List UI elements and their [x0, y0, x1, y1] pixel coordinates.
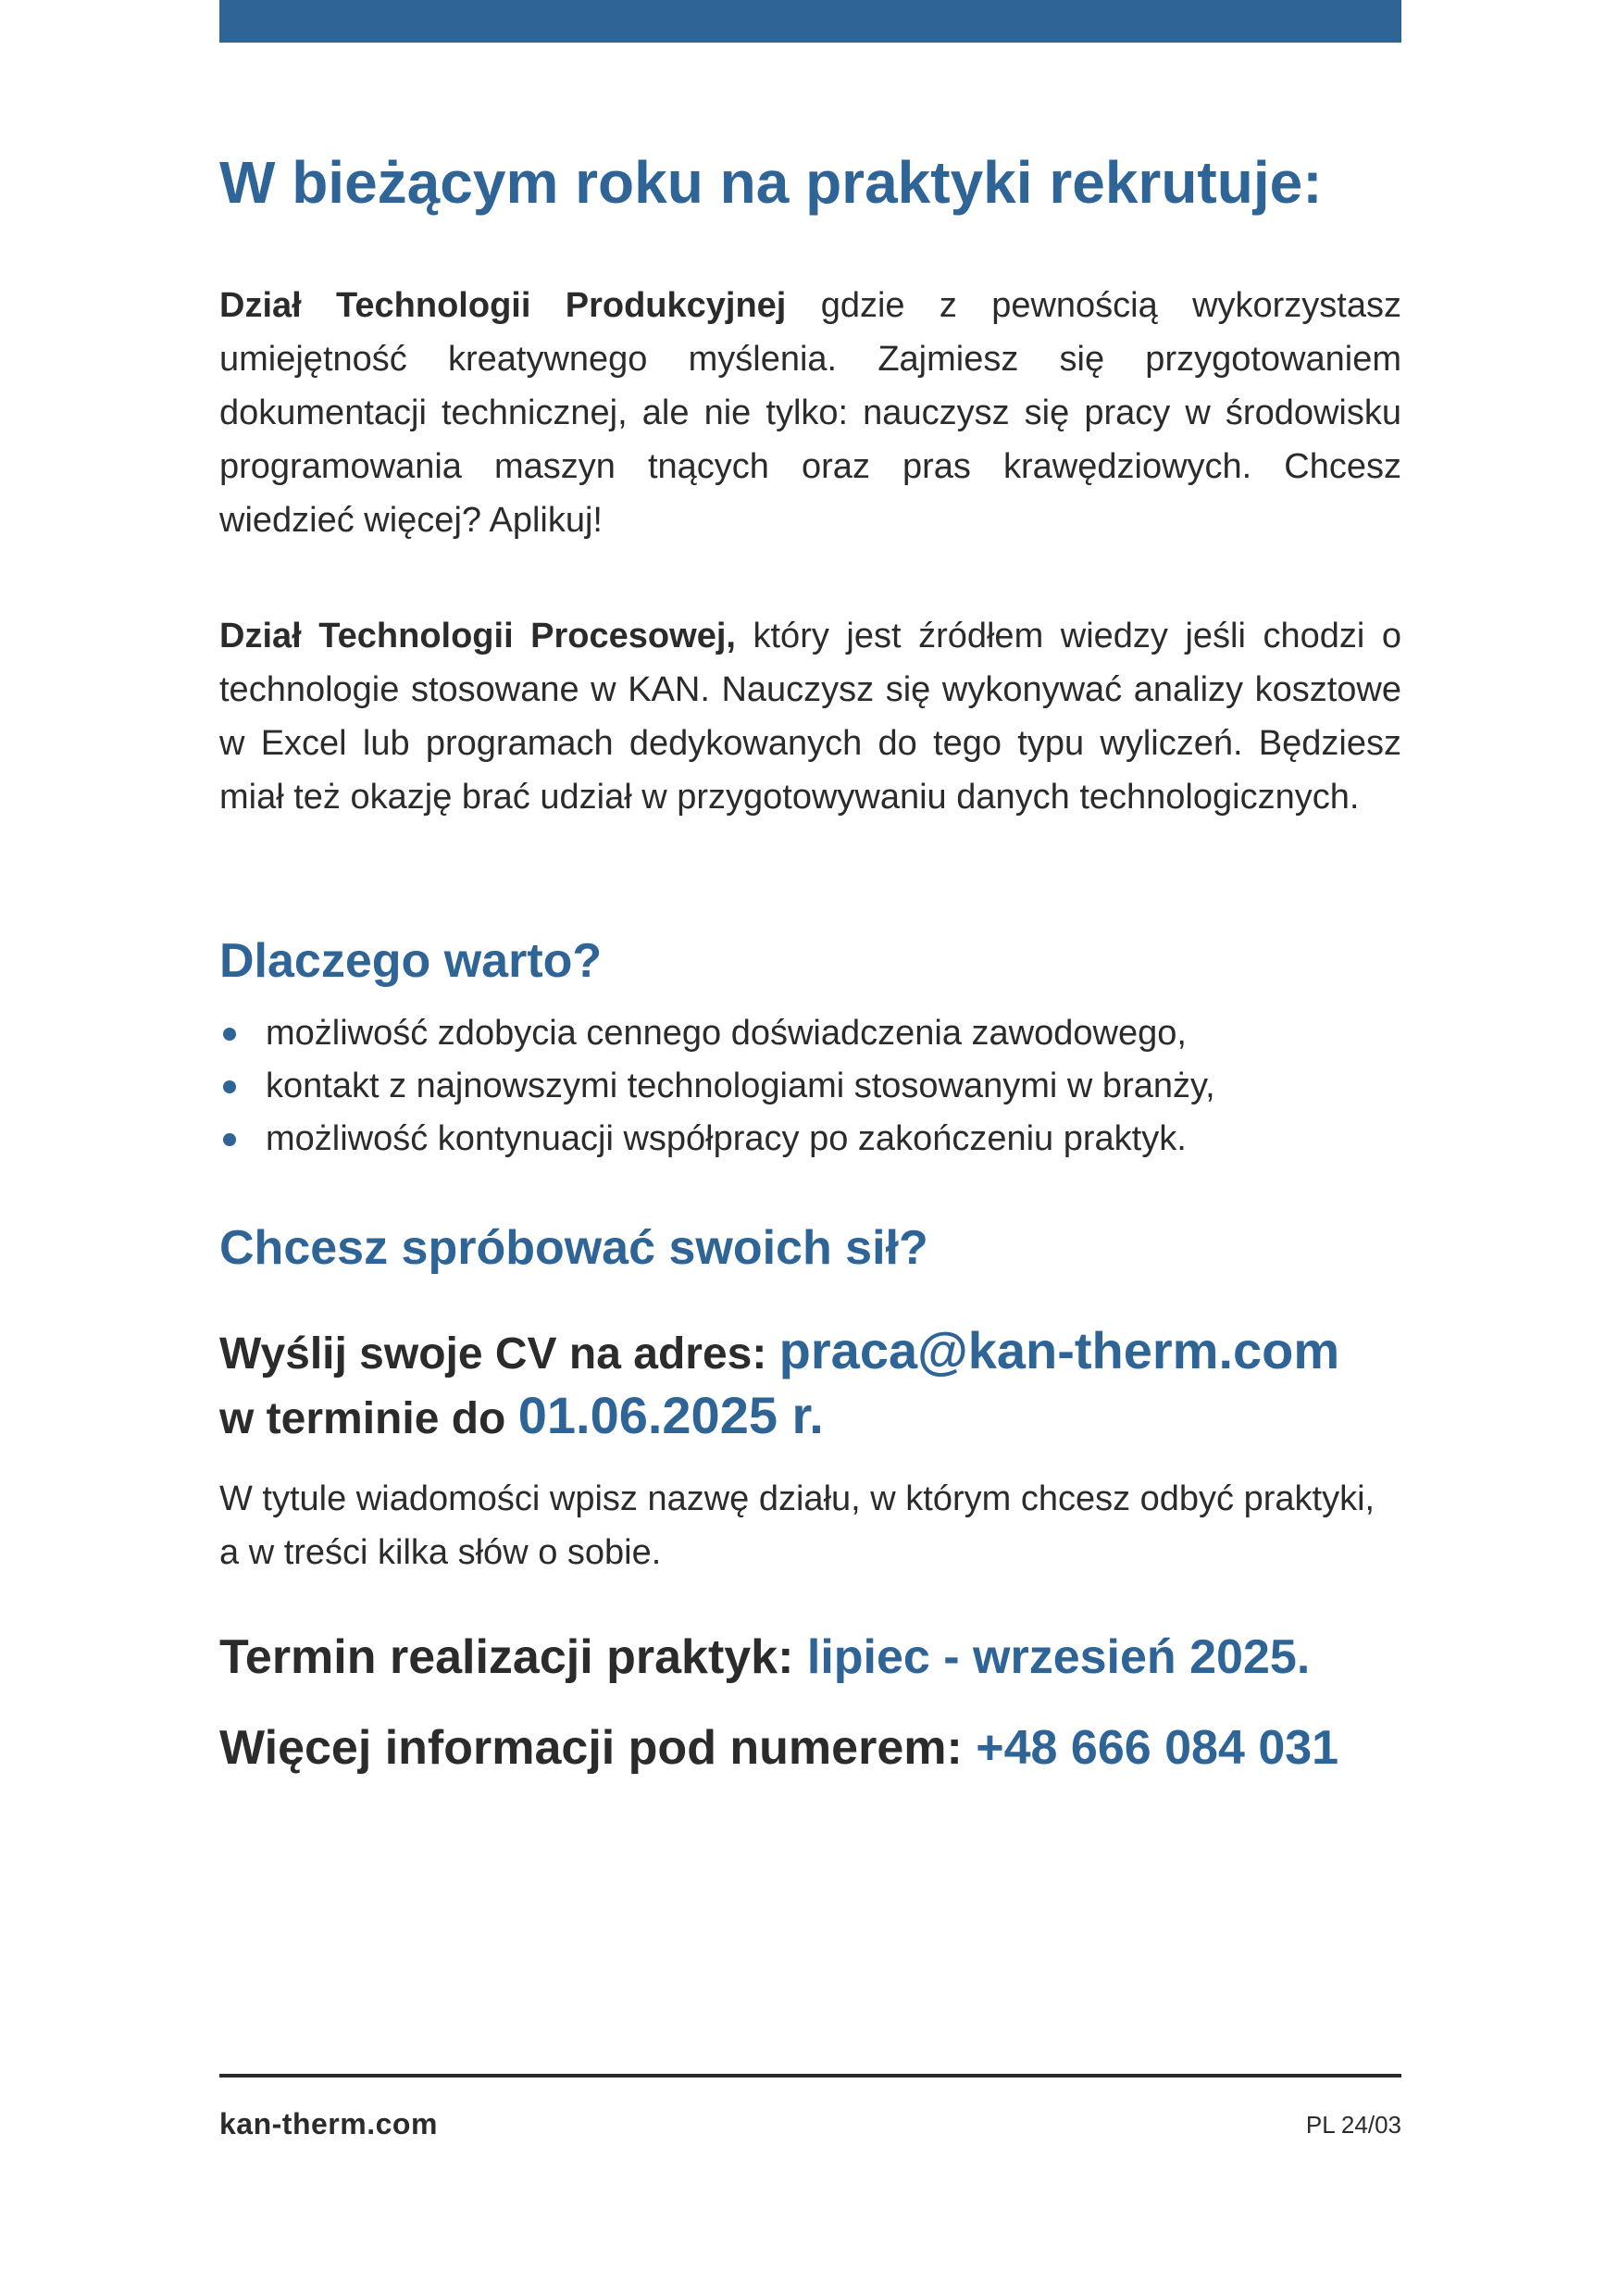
bullet-icon — [223, 1080, 236, 1093]
bullet-icon — [223, 1028, 236, 1041]
benefits-list — [219, 1007, 1215, 1166]
term-value: lipiec - wrzesień 2025. — [806, 1630, 1311, 1684]
deadline-date: 01.06.2025 r. — [517, 1386, 824, 1444]
bullet-icon — [223, 1133, 236, 1146]
footer-divider — [219, 2074, 1401, 2078]
term-label: Termin realizacji praktyk: — [219, 1630, 807, 1684]
list-item-text: możliwość zdobycia cennego doświadczenia zawodowego, — [266, 1014, 1187, 1053]
phone-label: Więcej informacji pod numerem: — [219, 1721, 977, 1775]
list-item-text: możliwość kontynuacji współpracy po zakończeniu praktyk. — [266, 1119, 1187, 1158]
contact-phone-line — [219, 1720, 1338, 1776]
application-note: W tytule wiadomości wpisz nazwę działu, w którym chcesz odbyć praktyki, a w treści kilka słów o sobie. — [219, 1479, 1375, 1572]
phone-number[interactable]: +48 666 084 031 — [976, 1721, 1339, 1775]
send-cv-label: Wyślij swoje CV na adres: — [219, 1329, 779, 1379]
top-accent-bar — [219, 0, 1401, 43]
production-dept-paragraph — [219, 279, 1401, 547]
apply-heading: Chcesz spróbować swoich sił? — [219, 1221, 928, 1275]
email-link[interactable]: praca@kan-therm.com — [778, 1321, 1340, 1379]
process-dept-name: Dział Technologii Procesowej, — [219, 617, 736, 655]
production-dept-text: gdzie z pewnością wykorzystasz umiejętność kreatywnego myślenia. Zajmiesz się przygotowaniem dokumentacji technicznej, ale nie tylko: nauczysz się pracy w środowisku programowania maszyn tnących oraz pras krawędziowych. Chcesz wiedzieć więcej? Aplikuj! — [219, 286, 1401, 540]
list-item — [219, 1113, 1215, 1166]
footer-logo: kan-therm.com — [219, 2107, 438, 2140]
process-dept-paragraph — [219, 609, 1401, 824]
process-dept-text: który jest źródłem wiedzy jeśli chodzi o technologie stosowane w KAN. Nauczysz się wykonywać analizy kosztowe w Excel lub programach dedykowanych do tego typu wyliczeń. Będziesz miał też okazję brać udział w przygotowywaniu danych technologicznych. — [219, 617, 1401, 817]
document-code: PL 24/03 — [1305, 2111, 1401, 2139]
internship-term-line — [219, 1629, 1310, 1685]
send-cv-line — [219, 1320, 1339, 1380]
list-item — [219, 1060, 1215, 1113]
list-item — [219, 1007, 1215, 1060]
why-heading: Dlaczego warto? — [219, 934, 603, 988]
production-dept-name: Dział Technologii Produkcyjnej — [219, 286, 787, 325]
deadline-line — [219, 1385, 824, 1445]
page-title: W bieżącym roku na praktyki rekrutuje: — [219, 149, 1323, 216]
deadline-label: w terminie do — [219, 1394, 518, 1443]
list-item-text: kontakt z najnowszymi technologiami stosowanymi w branży, — [266, 1067, 1215, 1105]
